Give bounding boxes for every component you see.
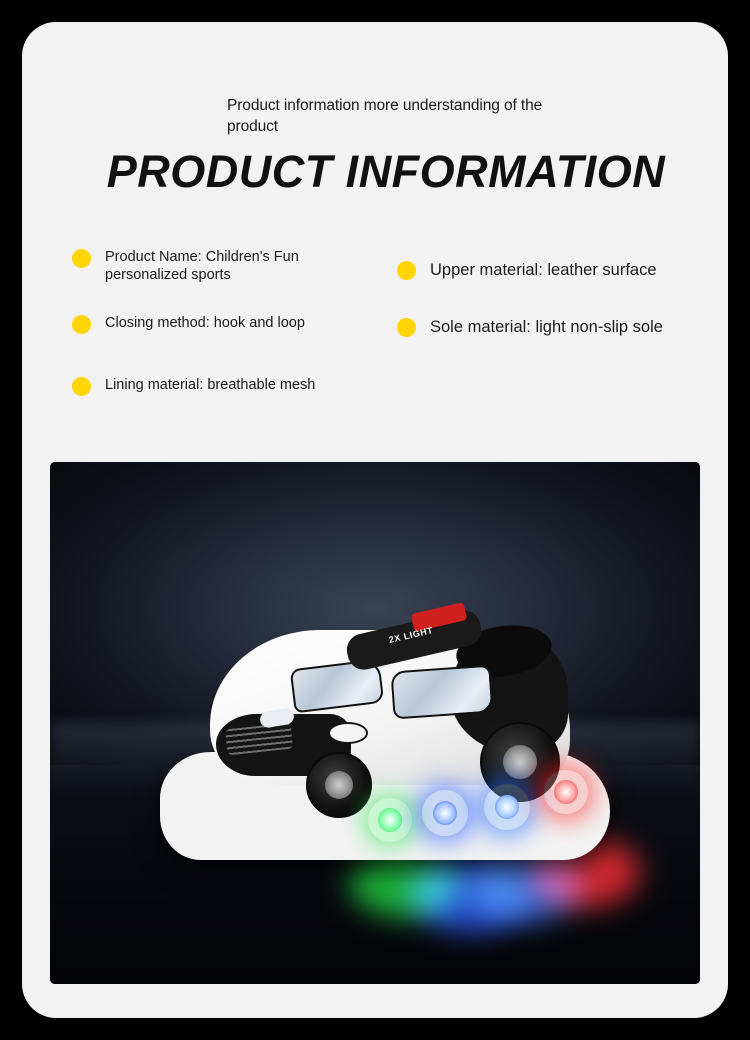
spec-item-closing-method <box>72 314 372 334</box>
bullet-icon <box>397 318 416 337</box>
led-light-red <box>544 770 588 814</box>
specs-list <box>72 248 692 416</box>
bullet-icon <box>72 315 91 334</box>
led-light-green <box>368 798 412 842</box>
led-light-blue-2 <box>484 784 530 830</box>
page-subtitle: Product information more understanding of the product <box>227 97 543 135</box>
shoe-illustration <box>160 602 610 862</box>
spec-row <box>72 376 692 416</box>
spec-label: Sole material: light non-slip sole <box>430 318 663 336</box>
bullet-icon <box>72 249 91 268</box>
shoe-strap-text: 2X LIGHT <box>387 625 435 645</box>
bullet-icon <box>72 377 91 396</box>
wheel-hub <box>503 745 538 780</box>
bullet-icon <box>397 261 416 280</box>
spec-label: Product Name: Children's Fun personalized sports <box>105 249 299 284</box>
led-light-blue-1 <box>422 790 468 836</box>
spec-item-upper-material <box>397 260 697 281</box>
led-core <box>495 795 520 820</box>
shoe-logo-badge <box>328 722 368 744</box>
spec-item-lining-material <box>72 376 372 396</box>
spec-row <box>72 314 692 376</box>
spec-label: Closing method: hook and loop <box>105 315 305 331</box>
product-photo <box>50 462 700 984</box>
led-core <box>433 801 458 826</box>
spec-label: Lining material: breathable mesh <box>105 377 316 393</box>
spec-item-product-name <box>72 248 372 284</box>
page-title: PRODUCT INFORMATION <box>106 146 666 197</box>
spec-label: Upper material: leather surface <box>430 261 657 279</box>
shoe-wheel-front <box>306 752 372 818</box>
spec-row <box>72 248 692 314</box>
wheel-hub <box>325 771 354 800</box>
led-core <box>554 780 578 804</box>
spec-item-sole-material <box>397 317 697 338</box>
product-info-card <box>22 22 728 1018</box>
led-core <box>378 808 402 832</box>
